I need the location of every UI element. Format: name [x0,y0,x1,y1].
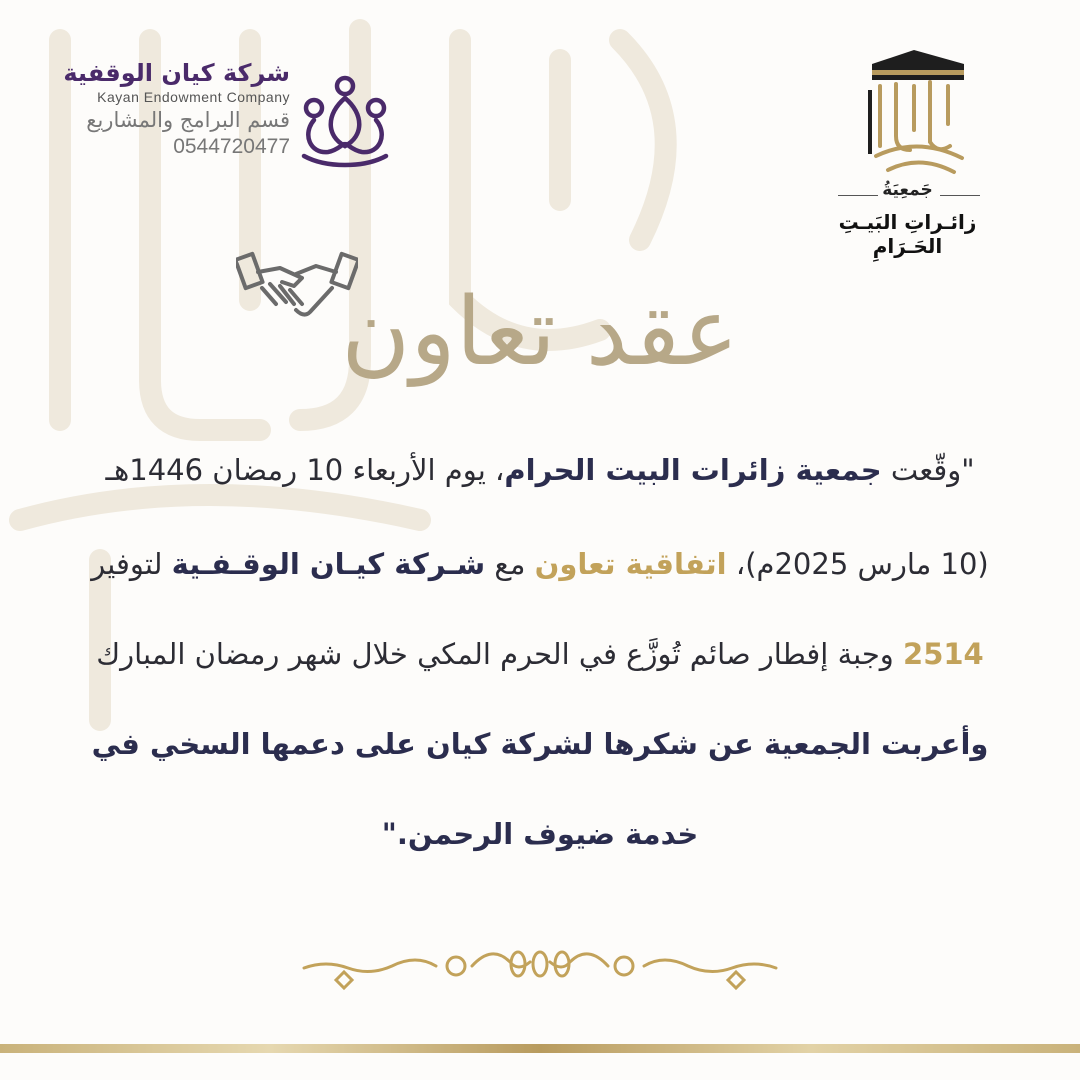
body-line-2-e: لتوفير [91,547,172,581]
agreement-highlight: اتفاقية تعاون [534,547,727,581]
body-line-1-c: ، يوم الأربعاء 10 رمضان 1446هـ [105,453,505,487]
body-line-4: وأعربت الجمعية عن شكرها لشركة كيان على دعمها السخي في [91,727,989,761]
body-line-2 [30,542,1050,586]
association-name-bottom: زائـراتِ البَيـتِ الحَـرَامِ [838,210,977,258]
body-line-5: خدمة ضيوف الرحمن." [381,817,699,851]
kayan-phone: 0544720477 [173,135,290,158]
body-line-2-c: مع [485,547,535,581]
kayan-name-highlight: شـركة كيـان الوقـفـية [171,547,486,581]
page-title: عقد تعاون [341,278,739,387]
bottom-gold-band [0,1044,1080,1053]
kaaba-calligraphy-logo [858,46,978,186]
association-name-highlight: جمعية زائرات البيت الحرام [504,453,882,487]
body-line-3 [30,632,1050,676]
body-line-1-a: "وقّعت [881,453,975,487]
kayan-name-ar: شركة كيان الوقفية [63,59,290,87]
gold-ornament-divider [296,938,784,994]
kayan-company-block [60,58,290,160]
kayan-name-en: Kayan Endowment Company [97,89,290,105]
body-line-2-a: (10 مارس 2025م)، [726,547,989,581]
body-line-1 [30,448,1050,492]
association-name-top: جَمعِيَةُ [882,180,933,200]
body-line-3-b: وجبة إفطار صائم تُوزَّع في الحرم المكي خلال شهر رمضان المبارك [96,637,904,671]
kayan-department: قسم البرامج والمشاريع [86,108,290,132]
kayan-logo-mark [296,74,394,170]
meals-count-highlight: 2514 [903,637,984,671]
